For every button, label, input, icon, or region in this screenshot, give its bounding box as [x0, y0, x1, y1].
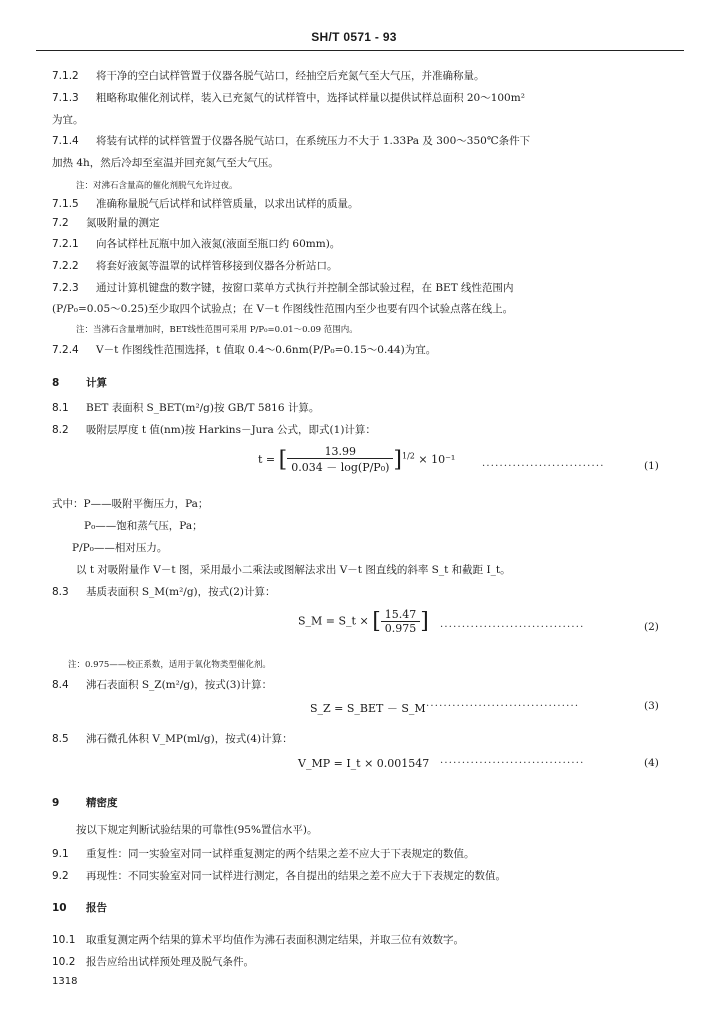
numerator: 13.99	[287, 445, 393, 459]
clause-number: 8.5	[52, 733, 69, 745]
clause-text: BET 表面积 S_BET(m²/g)按 GB/T 5816 计算。	[86, 402, 320, 414]
left-bracket: [	[278, 447, 288, 473]
section-number: 8	[52, 377, 60, 389]
definition-text: P₀——饱和蒸气压，Pa；	[84, 520, 203, 532]
clause-9-2	[52, 868, 688, 884]
clause-number: 7.1.3	[52, 92, 79, 104]
section-8	[52, 375, 688, 391]
clause-number: 7.2.2	[52, 260, 79, 272]
denominator: 0.034 － log(P/P₀)	[291, 461, 390, 474]
precision-intro	[76, 822, 708, 838]
section-title: 报告	[86, 902, 107, 914]
formula-1	[258, 445, 455, 475]
clause-text: 吸附层厚度 t 值(nm)按 Harkins－Jura 公式，即式(1)计算：	[86, 424, 376, 436]
note-text: 注：对沸石含量高的催化剂脱气允许过夜。	[76, 181, 238, 191]
clause-text: V－t 作图线性范围选择，t 值取 0.4～0.6nm(P/P₀=0.15～0.44)为宜。	[96, 344, 437, 356]
clause-number: 7.1.2	[52, 70, 79, 82]
clause-number: 7.1.5	[52, 198, 79, 210]
clause-number: 8.2	[52, 424, 69, 436]
page-header: SH/T 0571 - 93	[311, 30, 397, 44]
section-number: 10	[52, 902, 67, 914]
section-title: 计算	[86, 377, 107, 389]
vt-plot-text	[76, 562, 708, 578]
dot-leader: ·································	[440, 622, 585, 633]
numerator: 15.47	[381, 608, 421, 622]
formula-lhs: t =	[258, 453, 276, 466]
dot-leader: ·································	[440, 758, 585, 769]
equation-number: (3)	[644, 700, 659, 712]
header-rule	[36, 50, 684, 51]
clause-text: 再现性：不同实验室对同一试样进行测定，各自提出的结果之差不应大于下表规定的数值。	[86, 870, 506, 882]
clause-text: 报告应给出试样预处理及脱气条件。	[86, 956, 254, 968]
section-number: 9	[52, 797, 60, 809]
clause-7-2-2	[52, 258, 688, 274]
clause-text: 基质表面积 S_M(m²/g)，按式(2)计算：	[86, 586, 276, 598]
page-number: 1318	[52, 976, 78, 987]
section-number: 7.2	[52, 217, 69, 229]
clause-number: 9.1	[52, 848, 69, 860]
formula-2	[298, 608, 429, 635]
clause-text: 沸石微孔体积 V_MP(ml/g)，按式(4)计算：	[86, 733, 293, 745]
clause-text: 将干净的空白试样管置于仪器各脱气站口，经抽空后充氮气至大气压，并准确称量。	[96, 70, 485, 82]
section-7-2	[52, 215, 688, 231]
clause-text: 粗略称取催化剂试样，装入已充氮气的试样管中，选择试样量以提供试样总面积 20～100m²	[96, 92, 525, 104]
section-10	[52, 900, 688, 916]
dot-leader: ····························	[482, 461, 605, 472]
formula-expression: S_Z = S_BET － S_M	[310, 702, 426, 715]
clause-7-1-4	[52, 133, 688, 149]
clause-7-2-1	[52, 236, 688, 252]
left-bracket: [	[372, 609, 381, 634]
equation-number: (2)	[644, 621, 659, 633]
clause-number: 9.2	[52, 870, 69, 882]
formula-4	[298, 757, 429, 770]
clause-7-1-4-cont	[52, 155, 688, 171]
formula-expression: V_MP = I_t × 0.001547	[298, 757, 430, 770]
where-ratio	[72, 540, 708, 556]
clause-7-2-3	[52, 280, 688, 296]
right-bracket: ]	[393, 447, 402, 473]
formula-tail: × 10⁻¹	[418, 453, 456, 466]
right-bracket: ]	[420, 609, 429, 634]
clause-text: (P/P₀=0.05～0.25)至少取四个试验点；在 V－t 作图线性范围内至少也要有四个试验点落在线上。	[52, 303, 514, 315]
note-text: 注：当沸石含量增加时，BET线性范围可采用 P/P₀=0.01～0.09 范围内。	[76, 325, 358, 335]
definition-text: P/P₀——相对压力。	[72, 542, 168, 554]
clause-text: 为宜。	[52, 114, 84, 126]
clause-8-3	[52, 584, 688, 600]
dot-leader: ···································	[426, 701, 580, 712]
clause-7-1-2	[52, 68, 688, 84]
clause-7-2-4	[52, 342, 688, 358]
clause-number: 7.2.1	[52, 238, 79, 250]
section-title: 氮吸附量的测定	[86, 217, 160, 229]
clause-text: 向各试样杜瓦瓶中加入液氮(液面至瓶口约 60mm)。	[96, 238, 341, 250]
clause-text: 将装有试样的试样管置于仪器各脱气站口，在系统压力不大于 1.33Pa 及 300～350℃条件下	[96, 135, 531, 147]
clause-text: 准确称量脱气后试样和试样管质量，以求出试样的质量。	[96, 198, 359, 210]
clause-text: 重复性：同一实验室对同一试样重复测定的两个结果之差不应大于下表规定的数值。	[86, 848, 475, 860]
section-title: 精密度	[86, 797, 118, 809]
section-9	[52, 795, 688, 811]
clause-9-1	[52, 846, 688, 862]
definition-text: 式中：P——吸附平衡压力，Pa；	[52, 498, 209, 510]
clause-text: 加热 4h，然后冷却至室温并回充氮气至大气压。	[52, 157, 279, 169]
clause-8-5	[52, 731, 688, 747]
clause-number: 7.2.4	[52, 344, 79, 356]
clause-7-1-3	[52, 90, 688, 106]
where-p0	[84, 518, 708, 534]
clause-10-2	[52, 954, 688, 970]
clause-7-1-3-cont	[52, 112, 688, 128]
note-correction	[68, 657, 704, 673]
clause-8-2	[52, 422, 688, 438]
clause-7-1-5	[52, 196, 688, 212]
denominator: 0.975	[384, 622, 417, 635]
clause-text: 取重复测定两个结果的算术平均值作为沸石表面积测定结果，并取三位有效数字。	[86, 934, 464, 946]
exponent: 1/2	[402, 451, 415, 461]
equation-number: (4)	[644, 757, 659, 769]
clause-text: 将套好液氮等温罩的试样管移接到仪器各分析站口。	[96, 260, 338, 272]
clause-number: 7.2.3	[52, 282, 79, 294]
note-text: 注：0.975——校正系数，适用于氧化物类型催化剂。	[68, 660, 271, 670]
formula-fraction	[381, 608, 421, 635]
clause-number: 8.4	[52, 679, 69, 691]
clause-number: 8.3	[52, 586, 69, 598]
clause-number: 10.1	[52, 934, 76, 946]
clause-number: 7.1.4	[52, 135, 79, 147]
formula-lhs: S_M = S_t ×	[298, 614, 369, 628]
clause-number: 10.2	[52, 956, 76, 968]
note-bet-range	[76, 322, 708, 338]
clause-7-2-3-cont	[52, 301, 688, 317]
paragraph-text: 按以下规定判断试验结果的可靠性(95%置信水平)。	[76, 824, 318, 836]
note-degas	[76, 178, 708, 194]
paragraph-text: 以 t 对吸附量作 V－t 图，采用最小二乘法或图解法求出 V－t 图直线的斜率 S_t 和截距 I_t。	[76, 564, 511, 576]
clause-8-1	[52, 400, 688, 416]
clause-text: 通过计算机键盘的数字键，按窗口菜单方式执行并控制全部试验过程，在 BET 线性范围内	[96, 282, 514, 294]
formula-3	[310, 700, 426, 716]
equation-number: (1)	[644, 460, 659, 472]
clause-10-1	[52, 932, 688, 948]
clause-number: 8.1	[52, 402, 69, 414]
clause-text: 沸石表面积 S_Z(m²/g)，按式(3)计算：	[86, 679, 273, 691]
formula-fraction	[287, 445, 393, 475]
where-p	[52, 496, 688, 512]
clause-8-4	[52, 677, 688, 693]
